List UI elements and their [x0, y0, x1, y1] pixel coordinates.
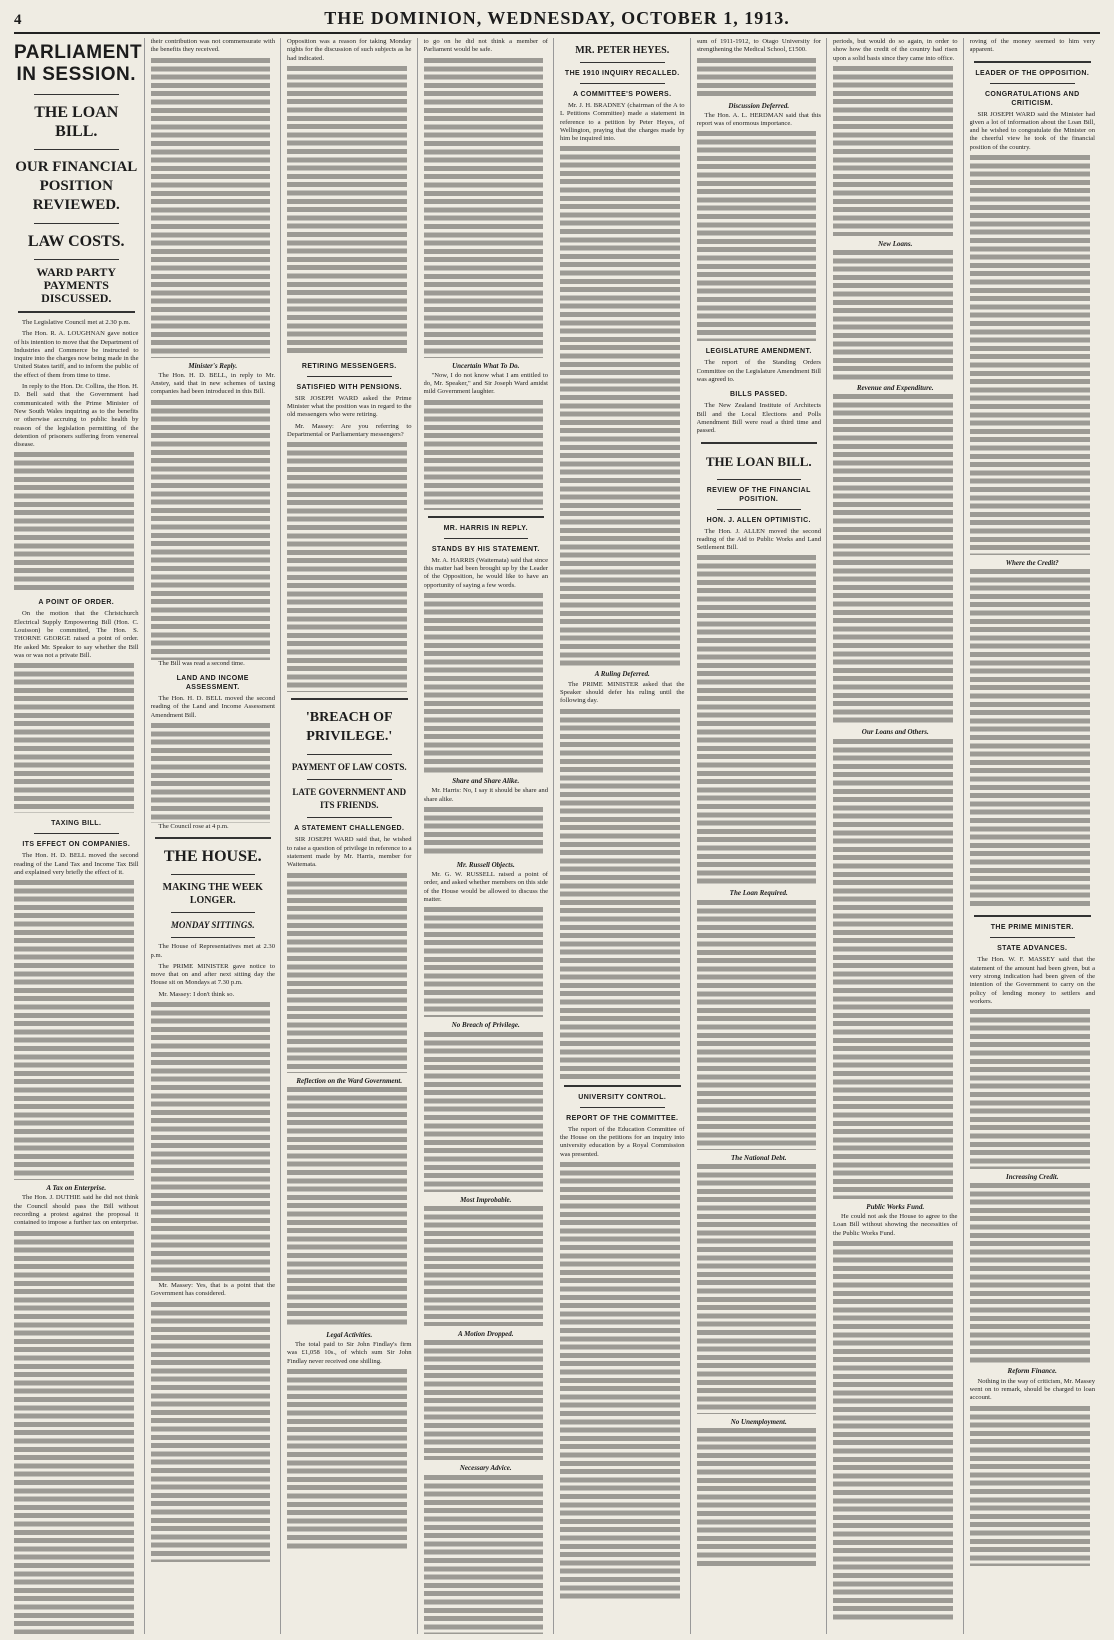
- text-block: [424, 593, 549, 773]
- subhead-committee-report: REPORT OF THE COMMITTEE.: [566, 1114, 679, 1122]
- text-block: [287, 1087, 412, 1327]
- divider: [307, 754, 392, 755]
- text-block: [970, 1406, 1096, 1566]
- text-lines: [151, 1302, 271, 1562]
- text-lines: [560, 1162, 680, 1602]
- divider: [18, 311, 135, 313]
- divider: [171, 912, 256, 913]
- text-lines: [151, 723, 271, 823]
- article-paragraph: periods, but would do so again, in order to show how the credit of the country had risen upon a solid basis since they came into office.: [833, 38, 958, 62]
- subhead-bills-passed: BILLS PASSED.: [729, 391, 788, 399]
- article-paragraph: Nothing in the way of criticism, Mr. Massey went on to remark, should be charged to loan account.: [969, 1377, 1095, 1402]
- text-block: [833, 739, 958, 1199]
- subhead-ministers-reply: Minister's Reply.: [188, 361, 238, 370]
- article-paragraph: On the motion that the Christchurch Electrical Supply Empowering Bill (Hon. C. Louisson) be committed, The Hon. S. THORNE GEORGE raised a point of order. He asked Mr. Speaker to say whether the Bill was or was not a private Bill.: [14, 610, 139, 659]
- article-paragraph: The report of the Standing Orders Committee on the Legislature Amendment Bill was agreed to.: [696, 359, 821, 384]
- text-block: [833, 394, 958, 724]
- text-block: [424, 58, 549, 358]
- text-lines: [970, 1406, 1091, 1566]
- subhead-retiring-messengers: RETIRING MESSENGERS.: [301, 362, 397, 370]
- divider: [34, 149, 119, 150]
- text-block: [697, 900, 822, 1150]
- article-paragraph: In reply to the Hon. Dr. Collins, the Hon. H. D. Bell said that the Government had communicated with the Prime Minister of New South Wales inquiring as to the benefits or otherwise accruing to public health by reason of the legislation permitting of the detention of prisoners suffering from venereal disease.: [14, 383, 139, 449]
- text-lines: [424, 807, 544, 857]
- text-lines: [14, 663, 134, 813]
- subhead-leader-opposition: LEADER OF THE OPPOSITION.: [975, 69, 1090, 77]
- text-lines: [970, 155, 1091, 555]
- article-paragraph: to go on he did not think a member of Parliament would be safe.: [423, 38, 548, 54]
- text-lines: [424, 1032, 544, 1192]
- subhead-tax-enterprise: A Tax on Enterprise.: [46, 1184, 107, 1193]
- subhead-our-loans: Our Loans and Others.: [861, 728, 929, 737]
- article-paragraph: The PRIME MINISTER gave notice to move that on and after next sitting day the House sit on Mondays at 7.30 p.m.: [150, 962, 275, 987]
- headline-parliament: PARLIAMENT IN SESSION.: [14, 42, 143, 85]
- article-paragraph: The New Zealand Institute of Architects Bill and the Local Elections and Polls Amendment Bill were read a third time and passed.: [696, 402, 821, 435]
- subhead-national-debt: The National Debt.: [731, 1153, 787, 1162]
- subhead-where-credit: Where the Credit?: [1005, 559, 1059, 568]
- subhead-legal-activities: Legal Activities.: [326, 1330, 373, 1339]
- article-paragraph: The total paid to Sir John Findlay's firm was £1,058 10s., of which sum Sir John Findlay never received one shilling.: [287, 1341, 412, 1365]
- text-block: [151, 1002, 276, 1282]
- subhead-loan-required: The Loan Required.: [729, 889, 788, 898]
- headline-loan-bill: THE LOAN BILL.: [34, 104, 119, 140]
- subhead-effect-companies: ITS EFFECT ON COMPANIES.: [22, 841, 131, 849]
- text-lines: [697, 1164, 817, 1414]
- subhead-review-financial: REVIEW OF THE FINANCIAL POSITION.: [706, 486, 811, 503]
- text-lines: [697, 58, 817, 98]
- text-block: [833, 250, 958, 380]
- subhead-no-unemployment: No Unemployment.: [730, 1418, 787, 1427]
- text-block: [424, 1206, 549, 1326]
- headline-the-house: THE HOUSE.: [163, 848, 262, 866]
- text-block: [697, 131, 822, 341]
- masthead: [14, 8, 1100, 34]
- subhead-new-loans: New Loans.: [878, 239, 913, 248]
- text-block: [151, 58, 276, 358]
- text-block: [287, 442, 412, 692]
- text-block: [970, 569, 1096, 909]
- subhead-reform-finance: Reform Finance.: [1007, 1367, 1057, 1376]
- masthead-title: THE DOMINION, WEDNESDAY, OCTOBER 1, 1913.: [324, 8, 790, 28]
- article-paragraph: The Hon. W. F. MASSEY said that the statement of the amount had been given, but a very strong indication had been given of the intention of the Government to carry on the policy of lending money to settlers and workers.: [969, 956, 1095, 1005]
- article-paragraph: The Hon. J. DUTHIE said he did not think the Council should pass the Bill without recording a protest against the proposal it contained to impose a further tax on enterprise.: [14, 1194, 139, 1227]
- text-lines: [287, 1369, 407, 1549]
- article-paragraph: The PRIME MINISTER asked that the Speaker should defer his ruling until the following day.: [560, 680, 685, 705]
- headline-peter-heyes: MR. PETER HEYES.: [575, 45, 670, 56]
- subhead-most-improbable: Most Improbable.: [460, 1195, 512, 1204]
- subhead-motion-dropped: A Motion Dropped.: [458, 1329, 514, 1338]
- text-lines: [424, 593, 544, 773]
- text-lines: [970, 1183, 1091, 1363]
- divider: [34, 259, 119, 260]
- article-paragraph: SIR JOSEPH WARD asked the Prime Minister what the position was in regard to the old messengers who were retiring.: [287, 394, 412, 419]
- headline-law-costs-payment: PAYMENT OF LAW COSTS.: [291, 762, 407, 773]
- text-lines: [970, 569, 1091, 909]
- text-lines: [697, 900, 817, 1150]
- subhead-committee-powers: A COMMITTEE'S POWERS.: [573, 91, 672, 98]
- subhead-satisfied-pensions: SATISFIED WITH PENSIONS.: [296, 383, 403, 391]
- text-block: [287, 66, 412, 356]
- subhead-discussion-deferred: Discussion Deferred.: [728, 101, 790, 110]
- article-paragraph: roving of the money seemed to him very apparent.: [969, 38, 1095, 54]
- divider: [307, 779, 392, 780]
- divider: [291, 698, 408, 700]
- text-block: [833, 1241, 958, 1621]
- text-block: [424, 1340, 549, 1460]
- column-8: [970, 38, 1101, 1634]
- text-block: [151, 723, 276, 823]
- article-paragraph: Mr. Harris: No, I say it should be share and share alike.: [423, 787, 548, 803]
- subhead-no-breach: No Breach of Privilege.: [451, 1021, 520, 1030]
- divider: [34, 833, 119, 834]
- text-lines: [424, 907, 544, 1017]
- article-paragraph: The Hon. A. L. HERDMAN said that this report was of enormous importance.: [696, 111, 821, 128]
- column-5: [560, 38, 691, 1634]
- headline-loan-bill-review: THE LOAN BILL.: [705, 453, 812, 469]
- article-paragraph: "Now, I do not know what I am entitled to do, Mr. Speaker," and Sir Joseph Ward amidst mild Government laughter.: [423, 371, 548, 396]
- article-paragraph: SIR JOSEPH WARD said the Minister had given a lot of information about the Loan Bill, and he wished to congratulate the Minister on the cheerful view he took of the financial position of the country.: [969, 110, 1095, 151]
- subhead-uncertain: Uncertain What To Do.: [452, 361, 520, 370]
- article-paragraph: The Legislative Council met at 2.30 p.m.: [22, 319, 131, 326]
- text-lines: [697, 131, 817, 341]
- article-paragraph: Mr. Massey: Yes, that is a point that the Government has considered.: [150, 1282, 275, 1298]
- subhead-necessary-advice: Necessary Advice.: [459, 1464, 512, 1473]
- text-block: [151, 400, 276, 660]
- text-lines: [287, 1087, 407, 1327]
- text-lines: [424, 1340, 544, 1460]
- text-lines: [14, 1231, 134, 1634]
- text-block: [424, 1032, 549, 1192]
- article-paragraph: Opposition was a reason for taking Monday nights for the discussion of such subjects as he had indicated.: [287, 38, 412, 62]
- divider: [974, 61, 1092, 63]
- divider: [580, 1107, 665, 1108]
- subhead-ruling-deferred: A Ruling Deferred.: [594, 670, 650, 679]
- text-lines: [833, 250, 953, 380]
- column-4: [424, 38, 555, 1634]
- headline-ward-party: WARD PARTY PAYMENTS DISCUSSED.: [36, 265, 117, 305]
- divider: [171, 874, 256, 875]
- subhead-share-alike: Share and Share Alike.: [452, 776, 520, 785]
- text-block: [697, 555, 822, 885]
- column-1: [14, 38, 145, 1634]
- text-lines: [14, 452, 134, 592]
- text-lines: [424, 400, 544, 510]
- text-block: [14, 663, 139, 813]
- article-paragraph: The Hon. H. D. BELL moved the second reading of the Land and Income Assessment Amendment Bill.: [150, 695, 275, 719]
- divider: [717, 479, 802, 480]
- text-block: [14, 1231, 139, 1634]
- article-paragraph: Mr. J. H. BRADNEY (chairman of the A to L Petitions Committee) made a statement in reference to a petition by Peter Heyes, of Wellington, praying that the charges made by him be inquired into.: [560, 102, 685, 143]
- text-lines: [697, 1428, 817, 1568]
- headline-monday-sittings: MONDAY SITTINGS.: [170, 920, 255, 931]
- text-block: [424, 907, 549, 1017]
- divider: [307, 817, 392, 818]
- divider: [155, 837, 272, 839]
- text-lines: [560, 146, 680, 666]
- column-3: [287, 38, 418, 1634]
- divider: [580, 62, 665, 63]
- subhead-harris-reply: MR. HARRIS IN REPLY.: [443, 524, 528, 532]
- divider: [171, 937, 256, 938]
- divider: [990, 83, 1076, 84]
- article-paragraph: The Bill was read a second time.: [158, 659, 245, 667]
- subhead-increasing-credit: Increasing Credit.: [1005, 1173, 1059, 1182]
- column-6: [697, 38, 828, 1634]
- article-paragraph: sum of 1911-1912, to Otago University for strengthening the Medical School, £1500.: [696, 38, 821, 54]
- text-block: [424, 807, 549, 857]
- article-paragraph: Mr. Massey: Are you referring to Departmental or Parliamentary messengers?: [287, 422, 412, 439]
- subhead-congratulations: CONGRATULATIONS AND CRITICISM.: [984, 90, 1080, 107]
- page-number: 4: [14, 12, 22, 28]
- article-paragraph: The report of the Education Committee of the House on the petitions for an inquiry into university education by a Royal Commission was presented.: [560, 1125, 685, 1158]
- text-lines: [424, 58, 544, 358]
- subhead-revenue-expenditure: Revenue and Expenditure.: [856, 384, 934, 393]
- article-paragraph: The Hon. H. D. BELL, in reply to Mr. Anstey, said that in new schemes of taxing companies had been introduced in this Bill.: [150, 371, 275, 396]
- article-paragraph: The Hon. H. D. BELL moved the second reading of the Land Tax and Income Tax Bill and explained very briefly the effect of it.: [14, 852, 139, 876]
- subhead-reflection: Reflection on the Ward Government.: [296, 1076, 403, 1085]
- text-lines: [970, 1009, 1091, 1169]
- subhead-stands-by: STANDS BY HIS STATEMENT.: [431, 545, 540, 553]
- divider: [428, 516, 545, 518]
- article-paragraph: The House of Representatives met at 2.30 p.m.: [150, 943, 275, 959]
- column-2: [151, 38, 282, 1634]
- text-block: [697, 1428, 822, 1568]
- text-lines: [287, 66, 407, 356]
- text-lines: [424, 1475, 544, 1634]
- subhead-statement-challenged: A STATEMENT CHALLENGED.: [294, 825, 405, 833]
- divider: [974, 915, 1092, 917]
- headline-breach-privilege: 'BREACH OF PRIVILEGE.': [305, 710, 393, 745]
- divider: [444, 538, 529, 539]
- subhead-legislature-amendment: LEGISLATURE AMENDMENT.: [705, 348, 812, 356]
- article-paragraph: Mr. G. W. RUSSELL raised a point of order, and asked whether members on this side of the House would be allowed to discuss the matter.: [423, 871, 548, 904]
- divider: [307, 376, 392, 377]
- text-block: [151, 1302, 276, 1562]
- text-block: [697, 58, 822, 98]
- text-block: [14, 880, 139, 1180]
- divider: [34, 223, 119, 224]
- text-lines: [14, 880, 134, 1180]
- text-lines: [151, 58, 271, 358]
- headline-financial-position: OUR FINANCIAL POSITION REVIEWED.: [15, 159, 138, 213]
- text-lines: [287, 442, 407, 692]
- subhead-taxing-bill: TAXING BILL.: [51, 820, 102, 828]
- headline-law-costs: LAW COSTS.: [27, 233, 125, 250]
- subhead-prime-minister: THE PRIME MINISTER.: [990, 924, 1074, 932]
- text-lines: [151, 400, 271, 660]
- divider: [701, 442, 818, 444]
- subhead-land-income: LAND AND INCOME ASSESSMENT.: [176, 675, 249, 692]
- text-block: [970, 155, 1096, 555]
- text-block: [287, 1369, 412, 1549]
- columns: [14, 38, 1100, 1634]
- divider: [990, 937, 1076, 938]
- article-paragraph: The Council rose at 4 p.m.: [158, 822, 229, 830]
- text-lines: [697, 555, 817, 885]
- divider: [580, 83, 665, 84]
- text-lines: [833, 739, 953, 1199]
- text-lines: [151, 1002, 271, 1282]
- divider: [34, 94, 119, 95]
- text-lines: [833, 66, 953, 236]
- article-paragraph: The Hon. J. ALLEN moved the second reading of the Aid to Public Works and Land Settlement Bill.: [696, 527, 821, 552]
- text-lines: [560, 709, 680, 1079]
- subhead-university-control: UNIVERSITY CONTROL.: [578, 1093, 667, 1101]
- divider: [717, 509, 802, 510]
- article-paragraph: The Hon. R. A. LOUGHNAN gave notice of his intention to move that the Department of Industries and Commerce be instructed to inquire into the charges now being made in the United States tariff, and to inform the public of the effect of them from time to time.: [14, 330, 139, 379]
- text-block: [970, 1183, 1096, 1363]
- text-lines: [833, 1241, 953, 1621]
- subhead-public-works-fund: Public Works Fund.: [866, 1202, 925, 1211]
- text-block: [560, 1162, 685, 1602]
- text-block: [14, 452, 139, 592]
- text-block: [424, 400, 549, 510]
- headline-late-government: LATE GOVERNMENT AND ITS FRIENDS.: [292, 787, 407, 811]
- text-block: [560, 709, 685, 1079]
- headline-week-longer: MAKING THE WEEK LONGER.: [162, 882, 263, 907]
- article-paragraph: Mr. A. HARRIS (Waitemata) said that since this matter had been brought up by the Leader of the Opposition, he would like to have an opportunity of saying a few words.: [423, 556, 548, 589]
- subhead-state-advances: STATE ADVANCES.: [997, 945, 1068, 953]
- divider: [564, 1085, 681, 1087]
- text-lines: [833, 394, 953, 724]
- text-block: [287, 873, 412, 1073]
- column-7: [833, 38, 964, 1634]
- subhead-russell-objects: Mr. Russell Objects.: [456, 860, 515, 869]
- text-block: [560, 146, 685, 666]
- article-paragraph: Mr. Massey: I don't think so.: [158, 990, 235, 998]
- subhead-allen-optimistic: HON. J. ALLEN OPTIMISTIC.: [706, 516, 811, 524]
- text-block: [970, 1009, 1096, 1169]
- text-block: [833, 66, 958, 236]
- text-lines: [287, 873, 407, 1073]
- article-paragraph: their contribution was not commensurate with the benefits they received.: [150, 38, 275, 54]
- text-lines: [424, 1206, 544, 1326]
- subhead-inquiry-recalled: THE 1910 INQUIRY RECALLED.: [564, 70, 680, 77]
- article-paragraph: He could not ask the House to agree to the Loan Bill without showing the necessities of the Public Works Fund.: [833, 1213, 958, 1237]
- text-block: [697, 1164, 822, 1414]
- subhead-point-of-order: A POINT OF ORDER.: [38, 599, 115, 607]
- text-block: [424, 1475, 549, 1634]
- article-paragraph: SIR JOSEPH WARD said that, he wished to raise a question of privilege in reference to a statement made by Mr. Harris, member for Waitemata.: [287, 836, 412, 869]
